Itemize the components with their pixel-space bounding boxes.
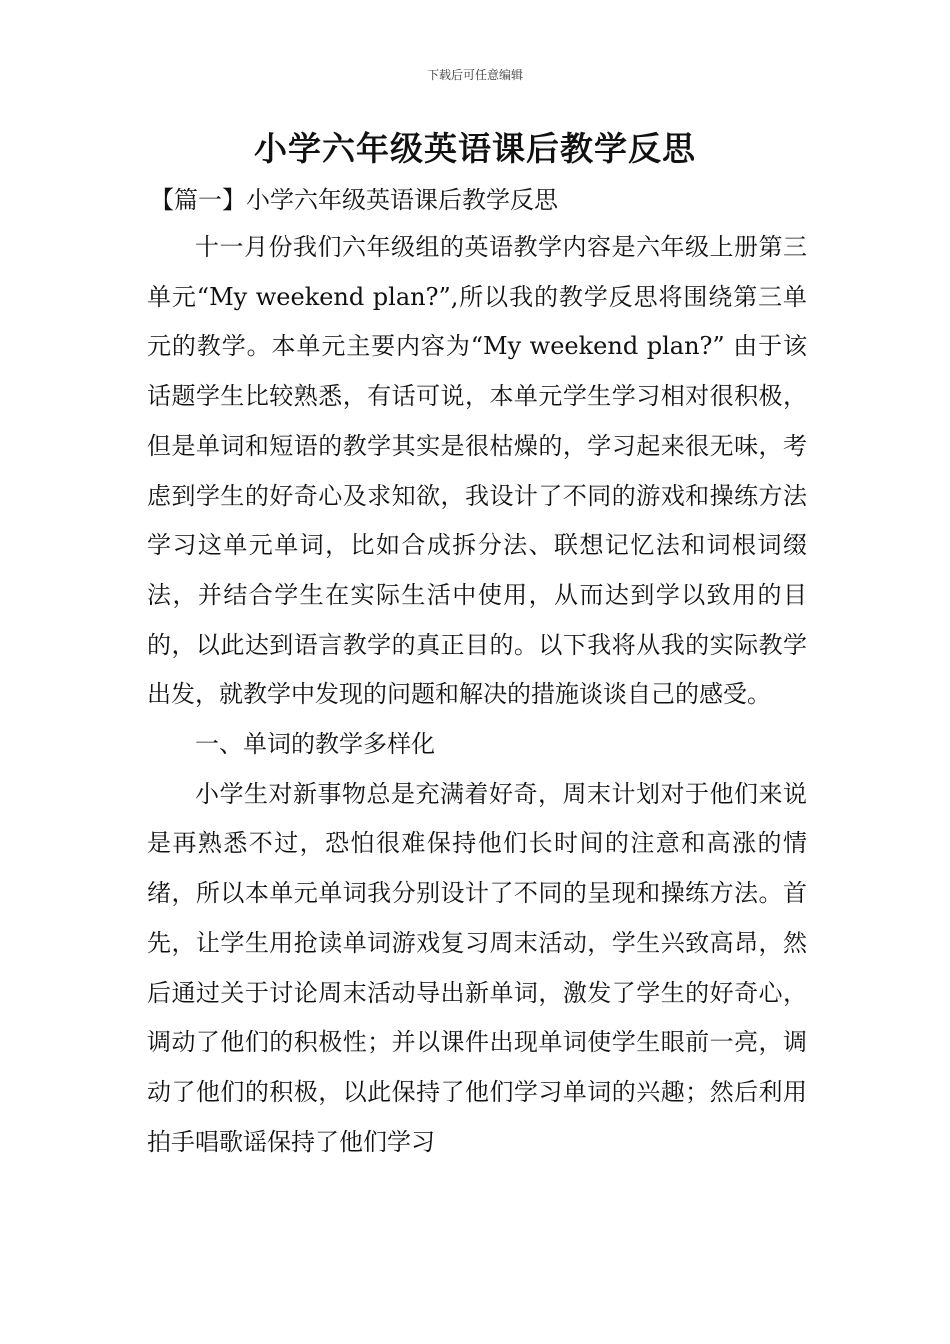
document-title: 小学六年级英语课后教学反思 bbox=[254, 129, 696, 168]
header-note: 下载后可任意编辑 bbox=[426, 68, 523, 82]
section-heading: 【篇一】小学六年级英语课后教学反思 bbox=[150, 186, 558, 214]
subheading-vocabulary-teaching: 一、单词的教学多样化 bbox=[195, 730, 435, 759]
paragraph-intro: 十一月份我们六年级组的英语教学内容是六年级上册第三单元“My weekend plan?”,所以我的教学反思将围绕第三单元的教学。本单元主要内容为“My weekend plan?” 由于该话题学生比较熟悉，有话可说，本单元学生学习相对很积极，但是单词和短语的教学其实是很枯燥的，学习起来很无味，考虑到学生的好奇心及求知欲，我设计了不同的游戏和操练方法学习这单元单词，比如合成拆分法、联想记忆法和词根词缀法，并结合学生在实际生活中使用，从而达到学以致用的目的，以此达到语言教学的真正目的。以下我将从我的实际教学出发，就教学中发现的问题和解决的措施谈谈自己的感受。 bbox=[147, 233, 807, 709]
document-body bbox=[147, 223, 807, 1167]
paragraph-vocabulary-teaching: 小学生对新事物总是充满着好奇，周末计划对于他们来说是再熟悉不过，恐怕很难保持他们长时间的注意和高涨的情绪，所以本单元单词我分别设计了不同的呈现和操练方法。首先，让学生用抢读单词游戏复习周末活动，学生兴致高昂，然后通过关于讨论周末活动导出新单词，激发了学生的好奇心，调动了他们的积极性；并以课件出现单词使学生眼前一亮，调动了他们的积极，以此保持了他们学习单词的兴趣；然后利用拍手唱歌谣保持了他们学习 bbox=[147, 779, 807, 1156]
